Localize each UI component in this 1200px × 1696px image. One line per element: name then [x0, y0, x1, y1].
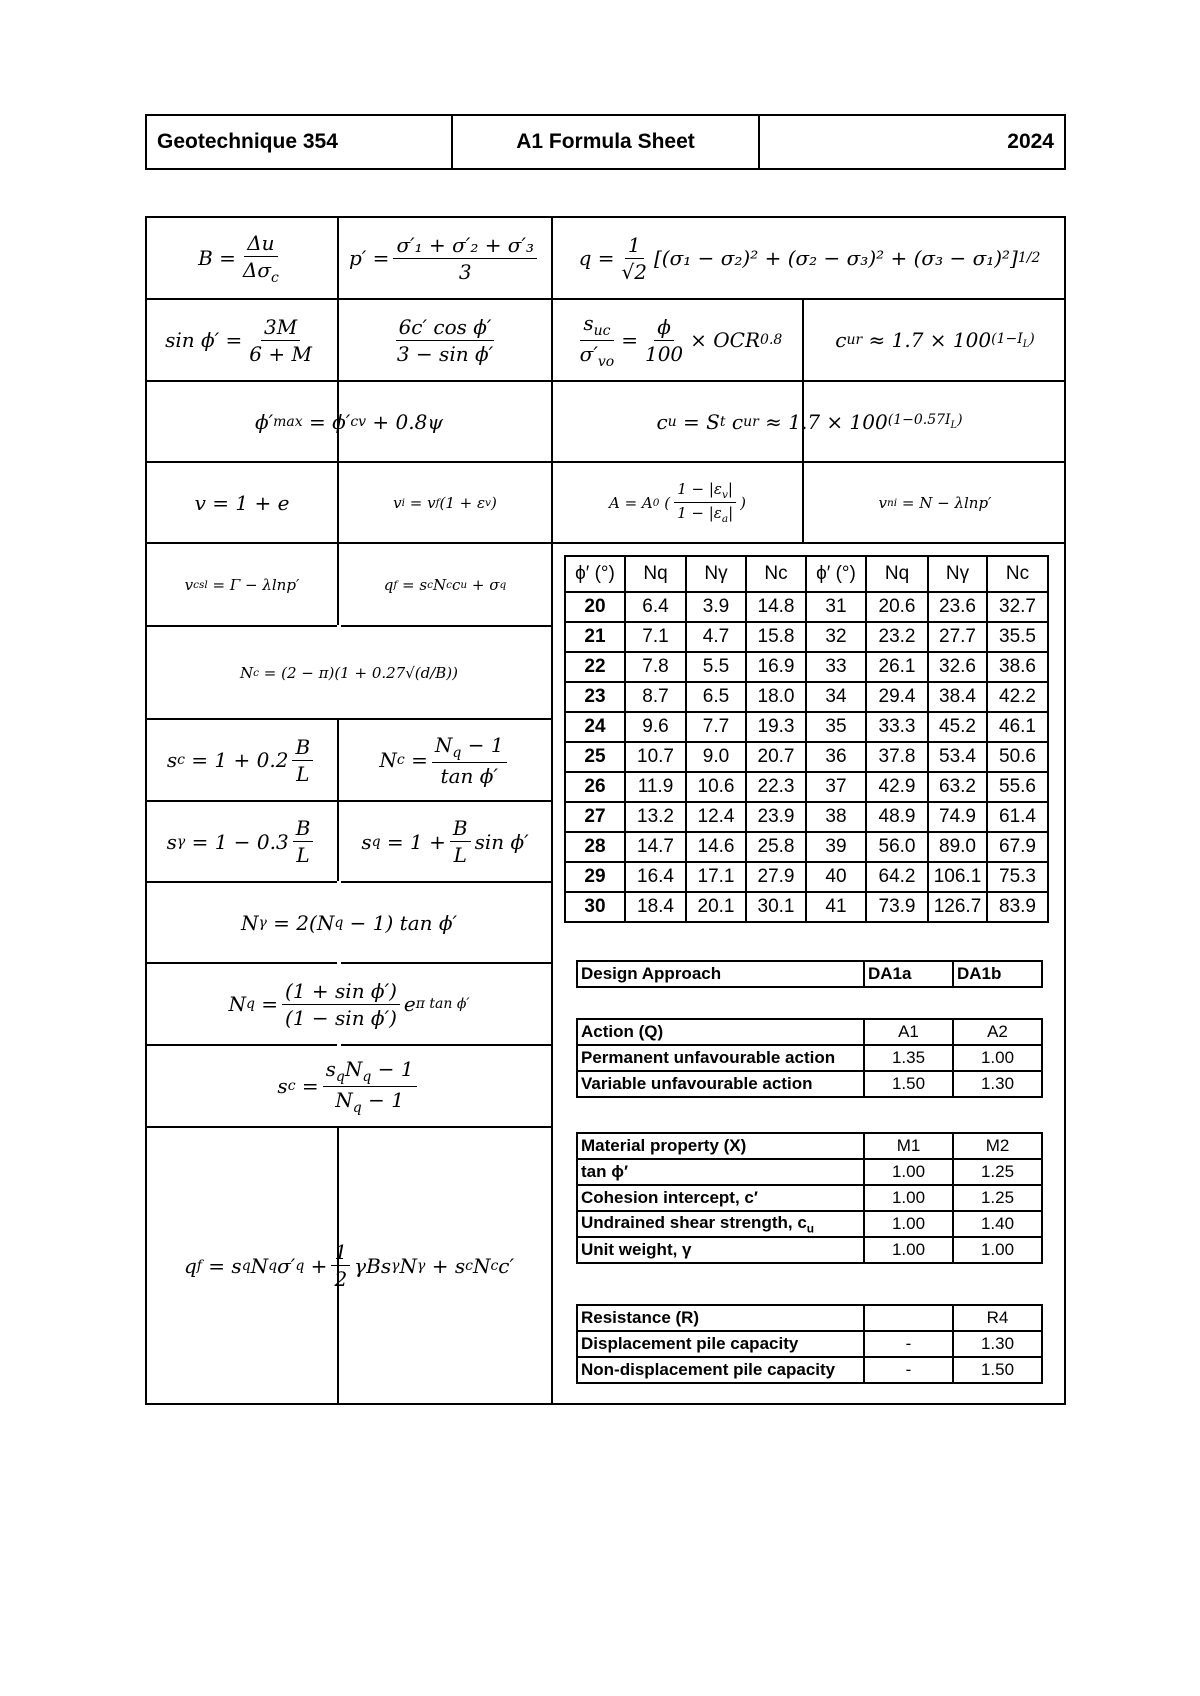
table-row	[577, 1305, 1042, 1331]
factor-cell: 56.0	[866, 832, 928, 862]
action-value: 1.00	[953, 1045, 1042, 1071]
factor-cell: 38.4	[928, 682, 987, 712]
factor-cell: 106.1	[928, 862, 987, 892]
table-row	[577, 1071, 1042, 1097]
bearing-factor-body	[565, 592, 1048, 922]
phi-max-formula: ϕ′ max = ϕ′ cv + 0.8ψ	[254, 409, 444, 434]
factor-cell: 35.5	[987, 622, 1048, 652]
factor-cell: 32.6	[928, 652, 987, 682]
factor-cell: 73.9	[866, 892, 928, 922]
action-name: Variable unfavourable action	[577, 1071, 864, 1097]
suc-phi-denominator: 100	[644, 341, 684, 366]
material-table	[576, 1132, 1043, 1264]
sgamma-shape-formula: s γ = 1 − 0.3 B L	[147, 802, 337, 881]
table-row	[577, 1045, 1042, 1071]
v-formula-text: v = 1 + e	[194, 490, 290, 515]
resistance-table	[576, 1304, 1043, 1384]
factor-cell: 83.9	[987, 892, 1048, 922]
m-numerator: 6c′ cos ϕ′	[396, 315, 495, 341]
factor-cell: 17.1	[686, 862, 746, 892]
action-table	[576, 1018, 1043, 1098]
material-name: Unit weight, γ	[577, 1237, 864, 1263]
factor-cell: 89.0	[928, 832, 987, 862]
q-rhs: [(σ₁ − σ₂)² + (σ₂ − σ₃)² + (σ₃ − σ₁)²]	[654, 246, 1018, 270]
factor-cell: 10.7	[625, 742, 686, 772]
nc-depth-symbol: N	[239, 663, 254, 682]
b-numerator: Δu	[244, 231, 277, 257]
b-denominator: Δσ	[242, 257, 272, 282]
qf-symbol: q	[183, 1253, 197, 1278]
action-header: Action (Q)	[577, 1019, 864, 1045]
p-lhs: p′ =	[348, 246, 390, 270]
initial-volume-formula: v i = v f (1 + ε v )	[393, 493, 497, 512]
material-value: 1.00	[864, 1159, 953, 1185]
sin-numerator: 3M	[261, 315, 300, 341]
sheet-year: 2024	[758, 116, 1064, 168]
factor-cell: 20.1	[686, 892, 746, 922]
b-fraction: Δu $\Delta\sigma_c$	[242, 230, 279, 286]
ngamma-formula: N γ = 2(N q − 1) tan ϕ′	[240, 910, 458, 935]
column-header: Nγ	[686, 556, 746, 592]
phi-angle-cell: 22	[565, 652, 625, 682]
csl-formula: v csl = Γ − λlnp′	[184, 575, 300, 594]
sc-general-formula: s c = $s_qN_q - 1$ $N_q - 1$	[147, 1046, 551, 1126]
factor-cell: 13.2	[625, 802, 686, 832]
action-a2-header: A2	[953, 1019, 1042, 1045]
factor-cell: 14.7	[625, 832, 686, 862]
suc-denominator: σ′	[579, 341, 598, 366]
bearing-capacity-formula: q f = s q N q σ′ q + 1 2 γBs γ N γ + s c N c c′	[183, 1240, 515, 1291]
material-value: 1.00	[864, 1185, 953, 1211]
resistance-value: 1.30	[953, 1331, 1042, 1357]
factor-cell: 10.6	[686, 772, 746, 802]
bearing-factor-header-row	[565, 556, 1048, 592]
area-correction-formula: A = A 0 ( $1 - |\varepsilon_v|$ $1 - |\varepsilon_a|$ )	[608, 480, 747, 525]
suc-ratio-formula: $s_{uc}$ $\sigma'_{vo}$ = $\frac{\phi}{100}$ × OCR 0.8	[553, 300, 802, 380]
q-coef-denominator: √2	[621, 259, 647, 284]
factor-cell: 11.9	[625, 772, 686, 802]
resistance-blank-header	[864, 1305, 953, 1331]
phi-angle-cell: 37	[806, 772, 866, 802]
sheet-header	[145, 114, 1066, 170]
column-header: ϕ′ (°)	[806, 556, 866, 592]
factor-cell: 25.8	[746, 832, 806, 862]
vni-symbol: v	[878, 493, 888, 512]
factor-cell: 63.2	[928, 772, 987, 802]
suc-equals: =	[621, 328, 638, 352]
sc2-symbol: s	[277, 1074, 288, 1098]
suc-phi-fraction	[642, 315, 686, 366]
b-lhs: B =	[198, 246, 236, 270]
factor-cell: 6.4	[625, 592, 686, 622]
factor-cell: 27.9	[746, 862, 806, 892]
factor-cell: 14.6	[686, 832, 746, 862]
resistance-value: -	[864, 1331, 953, 1357]
factor-cell: 8.7	[625, 682, 686, 712]
q-coefficient	[619, 233, 650, 284]
undrained-strength-formula: c u = S t c ur ≈ 1.7 × 100 $(1-0.57I_L)$	[656, 409, 963, 434]
resistance-name: Non-displacement pile capacity	[577, 1357, 864, 1383]
p-numerator: σ′₁ + σ′₂ + σ′₃	[393, 233, 537, 259]
factor-cell: 29.4	[866, 682, 928, 712]
action-value: 1.35	[864, 1045, 953, 1071]
phi-angle-cell: 32	[806, 622, 866, 652]
suc-phi-numerator: ϕ	[654, 315, 674, 341]
remoulded-strength-formula: c ur ≈ 1.7 × 100 $(1-I_L)$	[835, 328, 1035, 352]
factor-cell: 9.0	[686, 742, 746, 772]
action-value: 1.30	[953, 1071, 1042, 1097]
table-row	[565, 892, 1048, 922]
phi-angle-cell: 34	[806, 682, 866, 712]
factor-cell: 5.5	[686, 652, 746, 682]
sin-phi-formula	[147, 300, 337, 380]
factor-cell: 30.1	[746, 892, 806, 922]
resistance-r4-header: R4	[953, 1305, 1042, 1331]
ncl-formula: v ni = N − λlnp′	[878, 493, 992, 512]
da1a-label: DA1a	[864, 961, 953, 987]
factor-cell: 61.4	[987, 802, 1048, 832]
table-row	[577, 1019, 1042, 1045]
factor-cell: 9.6	[625, 712, 686, 742]
sheet-title: A1 Formula Sheet	[451, 116, 757, 168]
sgamma-symbol: s	[166, 829, 177, 854]
factor-cell: 75.3	[987, 862, 1048, 892]
design-approach-table	[576, 960, 1043, 988]
skempton-b-formula	[147, 218, 337, 298]
material-value: 1.25	[953, 1159, 1042, 1185]
factor-cell: 6.5	[686, 682, 746, 712]
factor-cell: 7.1	[625, 622, 686, 652]
phi-angle-cell: 27	[565, 802, 625, 832]
factor-cell: 42.9	[866, 772, 928, 802]
factor-cell: 16.9	[746, 652, 806, 682]
material-m2-header: M2	[953, 1133, 1042, 1159]
factor-cell: 18.4	[625, 892, 686, 922]
design-approach-label: Design Approach	[577, 961, 864, 987]
factor-cell: 23.9	[746, 802, 806, 832]
sc-shape-formula: s c = 1 + 0.2 B L	[147, 720, 337, 800]
da1b-label: DA1b	[953, 961, 1042, 987]
phi-angle-cell: 33	[806, 652, 866, 682]
factor-cell: 37.8	[866, 742, 928, 772]
m-denominator: 3 − sin ϕ′	[396, 341, 494, 366]
q-coef-numerator: 1	[625, 233, 644, 259]
table-row	[565, 592, 1048, 622]
specific-volume-formula	[147, 463, 337, 542]
table-row	[565, 742, 1048, 772]
sq-shape-formula: s q = 1 + B L sin ϕ′	[361, 816, 529, 867]
phi-angle-cell: 35	[806, 712, 866, 742]
undrained-strength-label: Undrained shear strength, c	[581, 1212, 807, 1232]
phi-angle-cell: 25	[565, 742, 625, 772]
qf1-symbol: q	[383, 575, 394, 594]
table-row	[577, 1133, 1042, 1159]
phimax-symbol: ϕ′	[254, 409, 274, 434]
factor-cell: 64.2	[866, 862, 928, 892]
table-row	[577, 1357, 1042, 1383]
material-value: 1.00	[953, 1237, 1042, 1263]
phi-angle-cell: 36	[806, 742, 866, 772]
p-denominator: 3	[458, 259, 472, 284]
factor-cell: 18.0	[746, 682, 806, 712]
factor-cell: 67.9	[987, 832, 1048, 862]
factor-cell: 20.7	[746, 742, 806, 772]
ngamma-symbol: N	[240, 910, 259, 935]
action-name: Permanent unfavourable action	[577, 1045, 864, 1071]
resistance-name: Displacement pile capacity	[577, 1331, 864, 1357]
nc-depth-formula: N c = (2 − π)(1 + 0.27√(d/B))	[239, 663, 459, 682]
resistance-value: -	[864, 1357, 953, 1383]
factor-cell: 38.6	[987, 652, 1048, 682]
factor-cell: 27.7	[928, 622, 987, 652]
table-row	[565, 802, 1048, 832]
factor-cell: 53.4	[928, 742, 987, 772]
factor-cell: 3.9	[686, 592, 746, 622]
phi-angle-cell: 29	[565, 862, 625, 892]
sin-lhs: sin ϕ′ =	[165, 328, 243, 352]
table-row	[577, 1159, 1042, 1185]
bearing-factor-table	[564, 555, 1049, 923]
factor-cell: 14.8	[746, 592, 806, 622]
table-row	[565, 652, 1048, 682]
material-name: tan ϕ′	[577, 1159, 864, 1185]
factor-cell: 12.4	[686, 802, 746, 832]
phi-angle-cell: 31	[806, 592, 866, 622]
deviator-stress-formula: q = $\frac{1}{√2}$ [(σ₁ − σ₂)² + (σ₂ − σ₃)² + (σ₃ − σ₁)²] 1/2	[578, 232, 1041, 284]
material-m1-header: M1	[864, 1133, 953, 1159]
factor-cell: 48.9	[866, 802, 928, 832]
factor-cell: 74.9	[928, 802, 987, 832]
column-header: ϕ′ (°)	[565, 556, 625, 592]
table-row	[565, 622, 1048, 652]
cohesion-m-formula	[339, 300, 551, 380]
table-row	[577, 1237, 1042, 1263]
factor-cell: 26.1	[866, 652, 928, 682]
factor-cell: 46.1	[987, 712, 1048, 742]
material-value: 1.00	[864, 1237, 953, 1263]
factor-cell: 33.3	[866, 712, 928, 742]
column-header: Nc	[746, 556, 806, 592]
mean-stress-formula	[339, 218, 551, 298]
factor-cell: 7.7	[686, 712, 746, 742]
cu-symbol: c	[656, 409, 668, 434]
action-a1-header: A1	[864, 1019, 953, 1045]
factor-cell: 126.7	[928, 892, 987, 922]
factor-cell: 20.6	[866, 592, 928, 622]
phi-angle-cell: 28	[565, 832, 625, 862]
column-header: Nq	[866, 556, 928, 592]
p-fraction	[393, 233, 537, 284]
m-fraction	[394, 315, 496, 366]
factor-cell: 15.8	[746, 622, 806, 652]
factor-cell: 4.7	[686, 622, 746, 652]
suc-fraction: $s_{uc}$ $\sigma'_{vo}$	[579, 310, 615, 370]
table-row	[565, 862, 1048, 892]
factor-cell: 7.8	[625, 652, 686, 682]
undrained-bearing-formula: q f = s c N c c u + σ q	[383, 575, 507, 594]
material-value: 1.00	[864, 1211, 953, 1237]
factor-cell: 23.2	[866, 622, 928, 652]
table-row	[565, 772, 1048, 802]
nc-factor-formula: N c = $N_q - 1$ tan ϕ′	[339, 720, 551, 800]
table-row	[577, 1331, 1042, 1357]
vcsl-symbol: v	[184, 575, 194, 594]
sq-symbol: s	[361, 829, 372, 854]
table-row	[565, 682, 1048, 712]
material-name: Undrained shear strength, $c_u$	[577, 1211, 864, 1237]
area-lhs: A = A	[608, 493, 653, 512]
factor-cell: 45.2	[928, 712, 987, 742]
column-header: Nc	[987, 556, 1048, 592]
suc-ocr: × OCR	[690, 328, 761, 352]
table-row	[565, 712, 1048, 742]
q-lhs: q =	[578, 246, 615, 270]
phi-angle-cell: 40	[806, 862, 866, 892]
phi-angle-cell: 20	[565, 592, 625, 622]
phi-angle-cell: 41	[806, 892, 866, 922]
material-header: Material property (X)	[577, 1133, 864, 1159]
factor-cell: 32.7	[987, 592, 1048, 622]
factor-cell: 16.4	[625, 862, 686, 892]
phi-angle-cell: 21	[565, 622, 625, 652]
sin-fraction	[246, 315, 315, 366]
factor-cell: 55.6	[987, 772, 1048, 802]
table-row	[577, 961, 1042, 987]
phi-angle-cell: 39	[806, 832, 866, 862]
column-header: Nq	[625, 556, 686, 592]
factor-cell: 23.6	[928, 592, 987, 622]
phi-angle-cell: 38	[806, 802, 866, 832]
resistance-header: Resistance (R)	[577, 1305, 864, 1331]
sin-denominator: 6 + M	[249, 341, 312, 366]
column-header: Nγ	[928, 556, 987, 592]
nq-formula: N q = (1 + sin ϕ′) (1 − sin ϕ′) e π tan ϕ′	[228, 978, 470, 1030]
suc-numerator: s	[583, 310, 594, 335]
cur-symbol: c	[835, 328, 847, 352]
material-value: 1.25	[953, 1185, 1042, 1211]
table-row	[565, 832, 1048, 862]
material-name: Cohesion intercept, c′	[577, 1185, 864, 1211]
material-value: 1.40	[953, 1211, 1042, 1237]
factor-cell: 42.2	[987, 682, 1048, 712]
table-row	[577, 1185, 1042, 1211]
sc-symbol: s	[166, 748, 178, 772]
action-value: 1.50	[864, 1071, 953, 1097]
phi-angle-cell: 26	[565, 772, 625, 802]
phi-angle-cell: 24	[565, 712, 625, 742]
phi-angle-cell: 23	[565, 682, 625, 712]
nq-symbol: N	[228, 992, 246, 1016]
resistance-value: 1.50	[953, 1357, 1042, 1383]
factor-cell: 19.3	[746, 712, 806, 742]
table-row	[577, 1211, 1042, 1237]
course-name: Geotechnique 354	[157, 130, 338, 153]
vi-symbol: v	[393, 493, 402, 512]
phi-angle-cell: 30	[565, 892, 625, 922]
factor-cell: 22.3	[746, 772, 806, 802]
nc-symbol: N	[379, 748, 397, 772]
factor-cell: 50.6	[987, 742, 1048, 772]
